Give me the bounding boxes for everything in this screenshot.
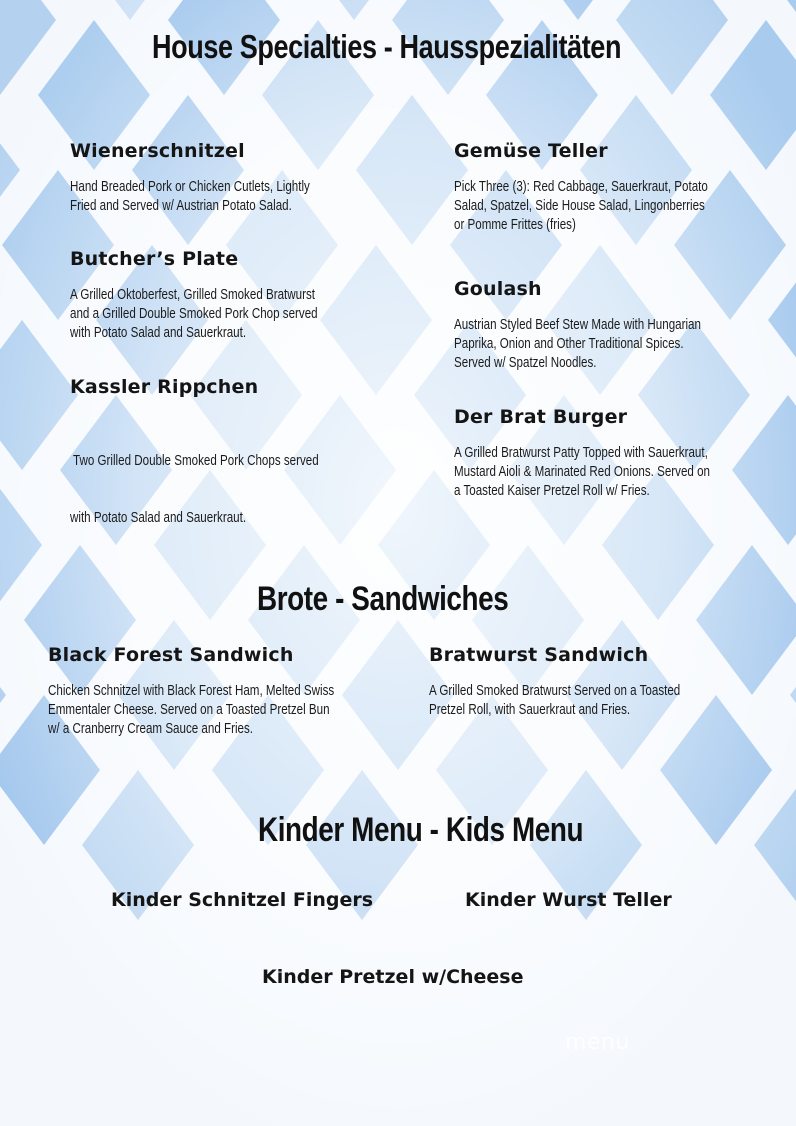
description-line: Hand Breaded Pork or Chicken Cutlets, Lightly <box>70 179 310 195</box>
description-line: A Grilled Bratwurst Patty Topped with Sauerkraut, <box>454 445 708 461</box>
section-title-sandwiches: Brote - Sandwiches <box>257 580 509 618</box>
description-line: Emmentaler Cheese. Served on a Toasted Pretzel Bun <box>48 702 330 718</box>
item-name: Kassler Rippchen <box>70 376 259 398</box>
item-name: Black Forest Sandwich <box>48 644 294 666</box>
item-name: Butcher’s Plate <box>70 248 239 270</box>
menu-item-black-forest-sandwich <box>48 644 406 739</box>
description-line: Fried and Served w/ Austrian Potato Salad. <box>70 198 292 214</box>
menu-item-gemuse-teller <box>454 140 771 235</box>
item-name: Bratwurst Sandwich <box>429 644 649 666</box>
item-name: Wienerschnitzel <box>70 140 245 162</box>
kids-item-schnitzel-fingers: Kinder Schnitzel Fingers <box>111 889 374 911</box>
description-line: A Grilled Oktoberfest, Grilled Smoked Bratwurst <box>70 287 315 303</box>
description-line: Salad, Spatzel, Side House Salad, Lingonberries <box>454 198 705 214</box>
item-description <box>48 682 334 739</box>
menu-item-der-brat-burger <box>454 406 774 501</box>
menu-item-kassler-rippchen <box>70 376 381 566</box>
item-description <box>454 444 710 501</box>
kids-item-pretzel-with-cheese: Kinder Pretzel w/Cheese <box>262 966 524 988</box>
menu-item-bratwurst-sandwich <box>429 644 743 720</box>
description-line: Two Grilled Double Smoked Pork Chops served <box>70 453 319 469</box>
description-line: or Pomme Frittes (fries) <box>454 217 576 233</box>
item-name: Der Brat Burger <box>454 406 628 428</box>
item-name: Goulash <box>454 278 542 300</box>
section-title-house-specialties: House Specialties - Hausspezialitäten <box>152 28 622 65</box>
item-description <box>70 178 310 216</box>
description-line: with Potato Salad and Sauerkraut. <box>70 325 247 341</box>
item-description <box>70 414 319 566</box>
item-description <box>70 286 318 343</box>
item-description <box>429 682 680 720</box>
description-line: Chicken Schnitzel with Black Forest Ham, Melted Swiss <box>48 683 335 699</box>
item-description <box>454 316 701 373</box>
watermark-logo: menu <box>565 1030 630 1055</box>
menu-item-goulash <box>454 278 763 373</box>
description-line: A Grilled Smoked Bratwurst Served on a Toasted <box>429 683 681 699</box>
description-line: a Toasted Kaiser Pretzel Roll w/ Fries. <box>454 483 650 499</box>
section-title-kids-menu: Kinder Menu - Kids Menu <box>258 811 584 849</box>
menu-item-butchers-plate <box>70 248 380 343</box>
description-line: Pretzel Roll, with Sauerkraut and Fries. <box>429 702 631 718</box>
description-line: Austrian Styled Beef Stew Made with Hungarian <box>454 317 701 333</box>
description-line: Paprika, Onion and Other Traditional Spices. <box>454 336 684 352</box>
description-line: Served w/ Spatzel Noodles. <box>454 355 597 371</box>
description-line: with Potato Salad and Sauerkraut. <box>70 510 247 526</box>
item-description <box>454 178 708 235</box>
kids-item-wurst-teller: Kinder Wurst Teller <box>465 889 672 911</box>
menu-item-wienerschnitzel <box>70 140 370 216</box>
description-line: and a Grilled Double Smoked Pork Chop served <box>70 306 318 322</box>
description-line: Pick Three (3): Red Cabbage, Sauerkraut, Potato <box>454 179 708 195</box>
item-name: Gemüse Teller <box>454 140 608 162</box>
description-line: w/ a Cranberry Cream Sauce and Fries. <box>48 721 254 737</box>
description-line: Mustard Aioli & Marinated Red Onions. Served on <box>454 464 710 480</box>
